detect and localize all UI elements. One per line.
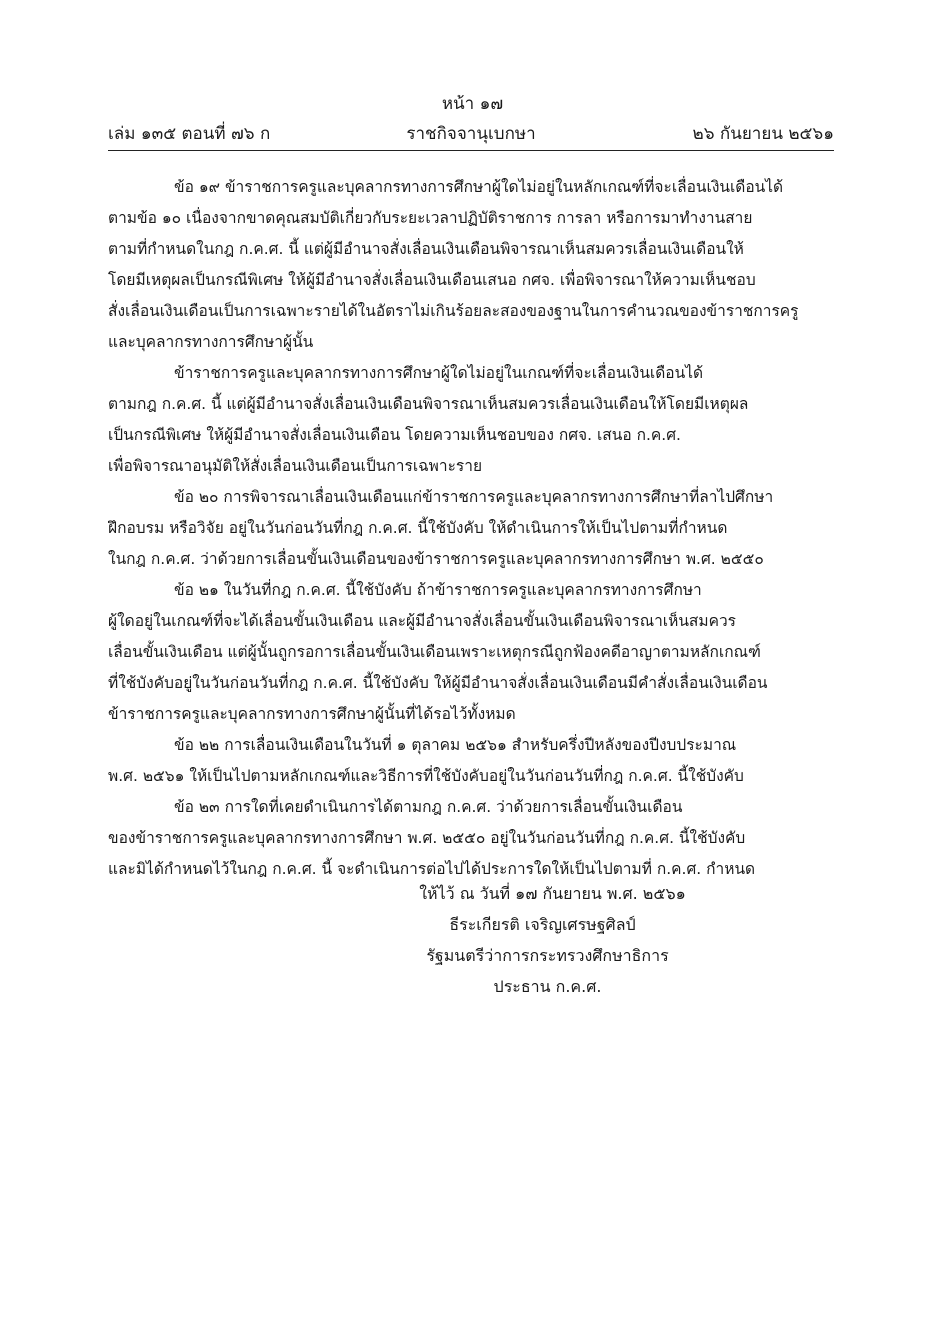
- text-line: ที่ใช้บังคับอยู่ในวันก่อนวันที่กฎ ก.ค.ศ. นี้ใช้บังคับ ให้ผู้มีอำนาจสั่งเลื่อนเงินเดือนมีคำสั่งเลื่อนเงินเดือน: [108, 674, 768, 692]
- given-date: ให้ไว้ ณ วันที่ ๑๗ กันยายน พ.ศ. ๒๕๖๑: [419, 884, 686, 903]
- signatory-position: รัฐมนตรีว่าการกระทรวงศึกษาธิการ: [426, 946, 669, 965]
- page-number: หน้า ๑๗: [441, 94, 504, 114]
- paragraph-clause-23: [108, 792, 834, 885]
- text-line: ฝึกอบรม หรือวิจัย อยู่ในวันก่อนวันที่กฎ ก.ค.ศ. นี้ใช้บังคับ ให้ดำเนินการให้เป็นไปตามที่กำหนด: [108, 519, 728, 537]
- text-line: ตามที่กำหนดในกฎ ก.ค.ศ. นี้ แต่ผู้มีอำนาจสั่งเลื่อนเงินเดือนพิจารณาเห็นสมควรเลื่อนเงินเดือนให้: [108, 240, 744, 258]
- text-line: เพื่อพิจารณาอนุมัติให้สั่งเลื่อนเงินเดือนเป็นการเฉพาะราย: [108, 457, 483, 475]
- paragraph-clause-20: [108, 482, 834, 575]
- text-line: ข้อ ๒๓ การใดที่เคยดำเนินการได้ตามกฎ ก.ค.ศ. ว่าด้วยการเลื่อนขั้นเงินเดือน: [174, 798, 683, 816]
- page-header: [108, 122, 834, 148]
- publication-date: ๒๖ กันยายน ๒๕๖๑: [692, 124, 834, 144]
- paragraph-clause-19: [108, 172, 834, 358]
- volume-issue: เล่ม ๑๓๕ ตอนที่ ๗๖ ก: [108, 124, 271, 144]
- signature-block: [0, 878, 945, 1002]
- text-line: และบุคลากรทางการศึกษาผู้นั้น: [108, 333, 314, 351]
- text-line: โดยมีเหตุผลเป็นกรณีพิเศษ ให้ผู้มีอำนาจสั่งเลื่อนเงินเดือนเสนอ กศจ. เพื่อพิจารณาให้ความเห็นชอบ: [108, 271, 756, 289]
- text-line: พ.ศ. ๒๕๖๑ ให้เป็นไปตามหลักเกณฑ์และวิธีการที่ใช้บังคับอยู่ในวันก่อนวันที่กฎ ก.ค.ศ. นี้ใช้บังคับ: [108, 767, 744, 785]
- header-divider: [108, 150, 834, 151]
- text-line: ตามข้อ ๑๐ เนื่องจากขาดคุณสมบัติเกี่ยวกับระยะเวลาปฏิบัติราชการ การลา หรือการมาทำงานสาย: [108, 209, 753, 227]
- paragraph-clause-21: [108, 575, 834, 730]
- text-line: ข้อ ๒๐ การพิจารณาเลื่อนเงินเดือนแก่ข้าราชการครูและบุคลากรทางการศึกษาที่ลาไปศึกษา: [174, 488, 774, 506]
- text-line: ข้อ ๒๒ การเลื่อนเงินเดือนในวันที่ ๑ ตุลาคม ๒๕๖๑ สำหรับครึ่งปีหลังของปีงบประมาณ: [174, 736, 737, 754]
- gazette-title: ราชกิจจานุเบกษา: [406, 124, 536, 144]
- signatory-name: ธีระเกียรติ เจริญเศรษฐศิลป์: [449, 915, 636, 934]
- paragraph-clause-22: [108, 730, 834, 792]
- text-line: และมิได้กำหนดไว้ในกฎ ก.ค.ศ. นี้ จะดำเนินการต่อไปได้ประการใดให้เป็นไปตามที่ ก.ค.ศ. กำหนด: [108, 860, 756, 878]
- text-line: ข้าราชการครูและบุคลากรทางการศึกษาผู้นั้นที่ได้รอไว้ทั้งหมด: [108, 705, 516, 723]
- text-line: เป็นกรณีพิเศษ ให้ผู้มีอำนาจสั่งเลื่อนเงินเดือน โดยความเห็นชอบของ กศจ. เสนอ ก.ค.ศ.: [108, 426, 681, 444]
- text-line: ข้าราชการครูและบุคลากรทางการศึกษาผู้ใดไม่อยู่ในเกณฑ์ที่จะเลื่อนเงินเดือนได้: [174, 364, 704, 382]
- paragraph-clause-19-second: [108, 358, 834, 482]
- text-line: เลื่อนขั้นเงินเดือน แต่ผู้นั้นถูกรอการเลื่อนขั้นเงินเดือนเพราะเหตุกรณีถูกฟ้องคดีอาญาตามหลักเกณฑ์: [108, 643, 761, 661]
- text-line: ข้อ ๒๑ ในวันที่กฎ ก.ค.ศ. นี้ใช้บังคับ ถ้าข้าราชการครูและบุคลากรทางการศึกษา: [174, 581, 702, 599]
- signatory-role: ประธาน ก.ค.ศ.: [493, 977, 602, 996]
- text-line: ในกฎ ก.ค.ศ. ว่าด้วยการเลื่อนขั้นเงินเดือนของข้าราชการครูและบุคลากรทางการศึกษา พ.ศ. ๒๕๕๐: [108, 550, 764, 568]
- text-line: ผู้ใดอยู่ในเกณฑ์ที่จะได้เลื่อนขั้นเงินเดือน และผู้มีอำนาจสั่งเลื่อนขั้นเงินเดือนพิจารณาเห็นสมควร: [108, 612, 736, 630]
- text-line: ข้อ ๑๙ ข้าราชการครูและบุคลากรทางการศึกษาผู้ใดไม่อยู่ในหลักเกณฑ์ที่จะเลื่อนเงินเดือนได้: [174, 178, 784, 196]
- text-line: สั่งเลื่อนเงินเดือนเป็นการเฉพาะรายได้ในอัตราไม่เกินร้อยละสองของฐานในการคำนวณของข้าราชการครู: [108, 302, 799, 320]
- text-line: ตามกฎ ก.ค.ศ. นี้ แต่ผู้มีอำนาจสั่งเลื่อนเงินเดือนพิจารณาเห็นสมควรเลื่อนเงินเดือนให้โดยมีเหตุผล: [108, 395, 749, 413]
- text-line: ของข้าราชการครูและบุคลากรทางการศึกษา พ.ศ. ๒๕๕๐ อยู่ในวันก่อนวันที่กฎ ก.ค.ศ. นี้ใช้บังคับ: [108, 829, 746, 847]
- document-body: [108, 172, 834, 885]
